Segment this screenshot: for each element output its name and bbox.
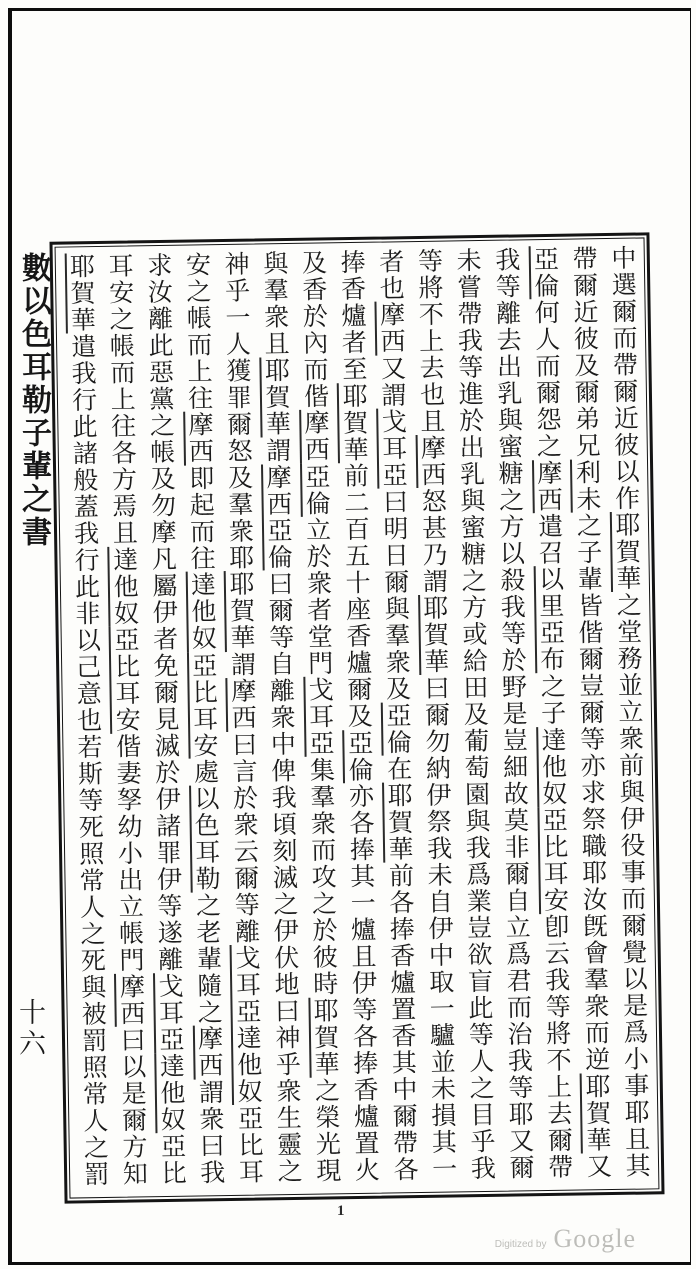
watermark-prefix: Digitized by [494, 1239, 547, 1250]
text-column: 中選爾而帶爾近彼以作耶賀華之堂務並立衆前與伊役事而爾覺以是爲小事耶且其 [607, 244, 650, 1180]
text-columns [60, 245, 655, 1192]
proper-name-mark: 戈耳亞 [304, 676, 334, 758]
proper-name-mark: 戈耳亞 [378, 408, 407, 489]
proper-name-mark: 耶賀華 [261, 356, 290, 438]
text-column: 等將不上去也且摩西怒甚乃謂耶賀華曰爾勿納伊祭我未自伊中取一驢並未損其一 [414, 247, 456, 1183]
text-column: 耶賀華遣我行此諸般蓋我行此非以己意也若斯等死照常人之死與被罰照常人之罰 [66, 253, 108, 1188]
proper-name-mark: 亞比耳安 [539, 806, 568, 914]
proper-name-mark: 摩西 [376, 301, 405, 356]
text-frame [49, 232, 664, 1203]
proper-name-mark: 耶賀華 [383, 782, 413, 863]
proper-name-mark: 亞比耳安 [110, 626, 140, 734]
proper-name-mark: 亞倫 [344, 729, 373, 784]
text-column: 及香於內而偕摩西亞倫立於衆者堂門戈耳亞集羣衆而攻之於彼時耶賀華之榮光現 [298, 249, 340, 1185]
proper-name-mark: 亞倫 [382, 702, 411, 756]
proper-name-mark: 耶賀華 [419, 594, 448, 676]
proper-name-mark: 達他奴 [109, 546, 138, 627]
proper-name-mark: 摩西 [184, 411, 213, 466]
proper-name-mark: 摩西 [300, 409, 329, 464]
text-column: 未嘗帶我等進於出乳與蜜糖之方或給田及葡萄園與我爲業豈欲盲此等人之目乎我 [452, 247, 495, 1182]
text-column: 耳安之帳而上往各方焉且達他奴亞比耳安偕妻孥幼小出立帳門摩西曰以是爾方知 [104, 252, 147, 1188]
google-watermark [495, 1224, 636, 1254]
proper-name-mark: 耶賀華 [66, 253, 95, 334]
text-column: 帶爾近彼及爾弟兄利未之子輩皆偕爾豈爾等亦求祭職耶汝旣會羣衆而逆耶賀華又 [568, 245, 611, 1181]
proper-name-mark: 耶賀華 [611, 511, 641, 593]
proper-name-mark: 戈耳亞 [231, 944, 261, 1026]
proper-name-mark: 戈耳亞 [154, 972, 184, 1054]
sheet-mark: 1 [337, 1203, 345, 1219]
proper-name-mark: 耶賀華 [581, 1072, 611, 1154]
proper-name-mark: 摩西 [116, 973, 145, 1028]
text-column: 與羣衆且耶賀華謂摩西亞倫曰爾等自離衆中俾我頃刻滅之伊伏地曰神乎衆生靈之 [259, 250, 302, 1185]
proper-name-mark: 耶賀華 [310, 996, 339, 1078]
proper-name-mark: 以色耳勒 [190, 785, 220, 893]
proper-name-mark: 以里亞布 [535, 566, 564, 674]
proper-name-mark: 摩西 [194, 1025, 223, 1080]
proper-name-mark: 摩西 [533, 459, 562, 514]
proper-name-mark: 亞比耳安 [188, 651, 218, 759]
proper-name-mark: 達他奴 [537, 726, 567, 807]
proper-name-mark: 亞倫 [530, 245, 559, 300]
proper-name-mark: 達他奴 [187, 571, 216, 653]
margin-title: 數以色耳勒子輩之書 [17, 252, 50, 549]
proper-name-mark: 耶賀華 [339, 382, 368, 463]
proper-name-mark: 亞倫 [301, 463, 330, 517]
google-logo-text: Google [553, 1224, 636, 1253]
proper-name-mark: 達他奴 [156, 1052, 185, 1134]
text-column: 神乎一人獲罪爾怒及羣衆耶耶賀華謂摩西曰言於衆云爾等離戈耳亞達他奴亞比耳 [220, 250, 263, 1186]
proper-name-mark: 達他奴 [233, 1024, 262, 1106]
proper-name-mark: 摩西 [227, 677, 256, 732]
proper-name-mark: 耶賀華 [225, 571, 255, 652]
text-column: 亞倫何人而爾怨之摩西遣召以里亞布之子達他奴亞比耳安卽云我等將不上去爾帶 [530, 245, 572, 1181]
proper-name-mark: 利未 [572, 458, 601, 513]
text-column: 求汝離此惡黨之帳及勿摩凡屬伊者免爾見滅於伊諸罪伊等遂離戈耳亞達他奴亞比 [143, 251, 186, 1187]
text-frame-inner-rule [55, 237, 660, 1198]
page-number: 十六 [15, 998, 45, 1060]
text-column: 安之帳而上往摩西即起而往達他奴亞比耳安處以色耳勒之老輩隨之摩西謂衆曰我 [182, 251, 224, 1187]
proper-name-mark: 亞倫 [263, 517, 292, 571]
text-column: 捧香爐者至耶賀華前二百五十座香爐爾及亞倫亦各捧其一爐且伊等各捧香爐置火 [336, 248, 379, 1184]
proper-name-mark: 摩西 [417, 434, 446, 489]
text-column: 我等離去出乳與蜜糖之方以殺我等於野是豈細故莫非爾自立爲君而治我等耶又爾 [491, 246, 534, 1182]
proper-name-mark: 摩西 [262, 463, 291, 518]
text-column: 者也摩西又謂戈耳亞曰明日爾與羣衆及亞倫在耶賀華前各捧香爐置香其中爾帶各 [375, 248, 418, 1184]
